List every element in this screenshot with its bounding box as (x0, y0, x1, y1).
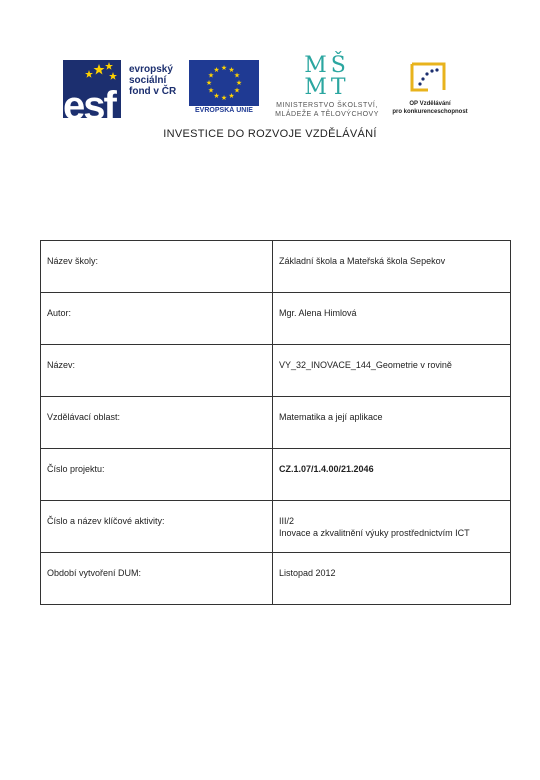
svg-text:★: ★ (235, 79, 243, 87)
row-label-activity: Číslo a název klíčové aktivity: (41, 501, 273, 553)
row-label-school: Název školy: (41, 241, 273, 293)
msmt-line-2: MLÁDEŽE A TĚLOVÝCHOVY (275, 111, 379, 118)
table-row (41, 449, 511, 501)
table-row (41, 345, 511, 397)
table-row (41, 553, 511, 605)
row-label-project: Číslo projektu: (41, 449, 273, 501)
svg-text:★: ★ (213, 66, 220, 74)
logo-strip (0, 0, 540, 150)
eu-stars-ring (189, 60, 259, 106)
svg-text:★: ★ (228, 92, 235, 100)
investment-headline: INVESTICE DO ROZVOJE VZDĚLÁVÁNÍ (163, 128, 377, 140)
table-row (41, 501, 511, 553)
op-mark-icon (406, 56, 450, 96)
svg-text:★: ★ (207, 71, 215, 80)
row-value-activity (273, 501, 511, 553)
svg-text:★: ★ (220, 94, 228, 102)
esf-line-1: evropský (129, 64, 173, 75)
esf-logo (63, 60, 187, 118)
op-line-2: pro konkurenceschopnost (392, 109, 468, 115)
esf-letters: esf (63, 84, 115, 118)
eu-caption: EVROPSKÁ UNIE (195, 107, 253, 114)
activity-code: III/2 (279, 516, 295, 526)
svg-text:★: ★ (233, 71, 241, 80)
row-label-author: Autor: (41, 293, 273, 345)
row-label-period: Období vytvoření DUM: (41, 553, 273, 605)
msmt-line-1: MINISTERSTVO ŠKOLSTVÍ, (276, 102, 378, 109)
row-value-author: Mgr. Alena Himlová (273, 293, 511, 345)
svg-text:★: ★ (213, 92, 220, 100)
table-row (41, 241, 511, 293)
svg-text:★: ★ (220, 64, 228, 72)
table-row (41, 397, 511, 449)
esf-line-3: fond v ČR (129, 86, 177, 97)
table-row (41, 293, 511, 345)
svg-text:★: ★ (207, 86, 215, 95)
activity-name: Inovace a zkvalitnění výuky prostřednictvím ICT (279, 528, 470, 538)
svg-text:★: ★ (233, 86, 241, 95)
svg-text:★: ★ (205, 79, 213, 87)
row-value-project: CZ.1.07/1.4.00/21.2046 (273, 449, 511, 501)
row-label-area: Vzdělávací oblast: (41, 397, 273, 449)
op-logo (388, 56, 478, 126)
msmt-logo (262, 55, 392, 125)
row-value-title: VY_32_INOVACE_144_Geometrie v rovině (273, 345, 511, 397)
op-line-1: OP Vzdělávání (409, 101, 451, 107)
eu-flag-icon (189, 60, 259, 106)
row-value-area: Matematika a její aplikace (273, 397, 511, 449)
esf-text (129, 64, 189, 97)
eu-logo (189, 60, 259, 118)
row-label-title: Název: (41, 345, 273, 397)
row-value-period: Listopad 2012 (273, 553, 511, 605)
row-value-school: Základní škola a Mateřská škola Sepekov (273, 241, 511, 293)
esf-logo-box (63, 60, 121, 118)
op-text (388, 100, 472, 116)
msmt-mark: MŠ MT (304, 53, 350, 100)
document-info-table (40, 240, 511, 605)
svg-text:★: ★ (228, 66, 235, 74)
msmt-text (262, 101, 392, 119)
esf-line-2: sociální (129, 75, 167, 86)
